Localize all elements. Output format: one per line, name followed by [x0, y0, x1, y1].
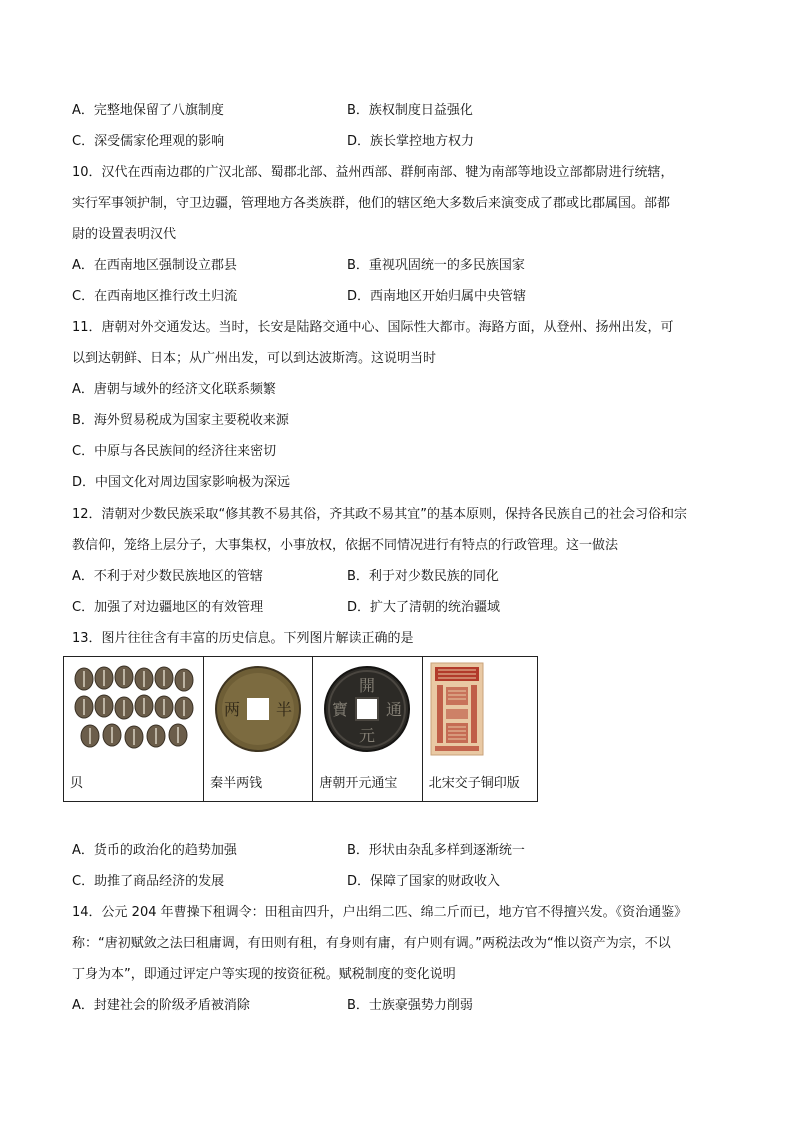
caption-jiaozi-plate: 北宋交子铜印版 — [428, 776, 520, 791]
coin1-char-left: 两 — [224, 700, 241, 719]
q13-stem: 13．图片往往含有丰富的历史信息。下列图片解读正确的是 — [72, 631, 414, 646]
q12-option-b: B．利于对少数民族的同化 — [347, 569, 499, 584]
q10-option-a: A．在西南地区强制设立郡县 — [72, 258, 237, 273]
q14-stem-line-3: 丁身为本”，即通过评定户等实现的按资征税。赋税制度的变化说明 — [72, 967, 456, 982]
q9-option-d: D．族长掌控地方权力 — [347, 134, 475, 149]
q13-option-c: C．助推了商品经济的发展 — [72, 874, 225, 889]
q14-stem-line-2: 称：“唐初赋敛之法曰租庸调，有田则有租，有身则有庸，有户则有调。”两税法改为“惟以资产为宗，不以 — [72, 936, 671, 951]
q10-option-d: D．西南地区开始归属中央管辖 — [347, 289, 527, 304]
q9-option-b: B．族权制度日益强化 — [347, 103, 473, 118]
cell-qin-banliang — [204, 657, 313, 802]
cell-kaiyuan-tongbao — [313, 657, 422, 802]
q12-option-a: A．不利于对少数民族地区的管辖 — [72, 569, 263, 584]
q11-stem-line-1: 11．唐朝对外交通发达。当时，长安是陆路交通中心、国际性大都市。海路方面，从登州、扬州出发，可 — [72, 320, 674, 335]
q9-option-c: C．深受儒家伦理观的影响 — [72, 134, 225, 149]
q9-option-a: A．完整地保留了八旗制度 — [72, 103, 224, 118]
q10-option-b: B．重视巩固统一的多民族国家 — [347, 258, 525, 273]
q14-stem-line-1: 14．公元 204 年曹操下租调令：田租亩四升，户出绢二匹、绵二斤而已，地方官不得擅兴发。《资治通鉴》 — [72, 905, 688, 920]
jiaozi-plate-image — [429, 661, 489, 759]
qin-banliang-coin-image — [210, 665, 308, 757]
q14-option-a: A．封建社会的阶级矛盾被消除 — [72, 998, 250, 1013]
q12-stem-line-1: 12．清朝对少数民族采取“修其教不易其俗，齐其政不易其宜”的基本原则，保持各民族自己的社会习俗和宗 — [72, 507, 688, 522]
cell-jiaozi-plate — [422, 657, 537, 802]
q13-image-table — [63, 656, 538, 802]
kaiyuan-tongbao-coin-image — [319, 665, 417, 757]
coin2-char-bottom: 元 — [359, 726, 376, 745]
q11-option-c: C．中原与各民族间的经济往来密切 — [72, 444, 277, 459]
q11-option-b: B．海外贸易税成为国家主要税收来源 — [72, 413, 289, 428]
q14-option-b: B．士族豪强势力削弱 — [347, 998, 473, 1013]
q13-option-a: A．货币的政治化的趋势加强 — [72, 843, 237, 858]
coin2-char-top: 開 — [359, 676, 376, 695]
q11-option-a: A．唐朝与域外的经济文化联系频繁 — [72, 382, 276, 397]
q12-stem-line-2: 教信仰，笼络上层分子，大事集权，小事放权，依据不同情况进行有特点的行政管理。这一做法 — [72, 538, 619, 553]
shell-money-image — [70, 665, 198, 755]
q13-option-d: D．保障了国家的财政收入 — [347, 874, 501, 889]
q13-option-b: B．形状由杂乱多样到逐渐统一 — [347, 843, 525, 858]
q10-stem-line-3: 尉的设置表明汉代 — [72, 227, 177, 242]
coin1-char-right: 半 — [276, 700, 293, 719]
coin2-char-right: 通 — [386, 700, 403, 719]
coin2-char-left: 寶 — [332, 700, 349, 719]
cell-shell — [64, 657, 204, 802]
caption-kaiyuan-tongbao: 唐朝开元通宝 — [319, 776, 398, 791]
caption-qin-banliang: 秦半两钱 — [210, 776, 263, 791]
caption-shell: 贝 — [70, 776, 84, 791]
q12-option-c: C．加强了对边疆地区的有效管理 — [72, 600, 264, 615]
q10-stem-line-1: 10．汉代在西南边郡的广汉北部、蜀郡北部、益州西部、群舸南部、犍为南部等地设立部都尉进行统辖， — [72, 165, 674, 180]
q10-stem-line-2: 实行军事领护制，守卫边疆，管理地方各类族群，他们的辖区绝大多数后来演变成了郡或比郡属国。部都 — [72, 196, 671, 211]
q11-option-d: D．中国文化对周边国家影响极为深远 — [72, 475, 291, 490]
q12-option-d: D．扩大了清朝的统治疆域 — [347, 600, 501, 615]
q11-stem-line-2: 以到达朝鲜、日本；从广州出发，可以到达波斯湾。这说明当时 — [72, 351, 437, 366]
q10-option-c: C．在西南地区推行改土归流 — [72, 289, 238, 304]
